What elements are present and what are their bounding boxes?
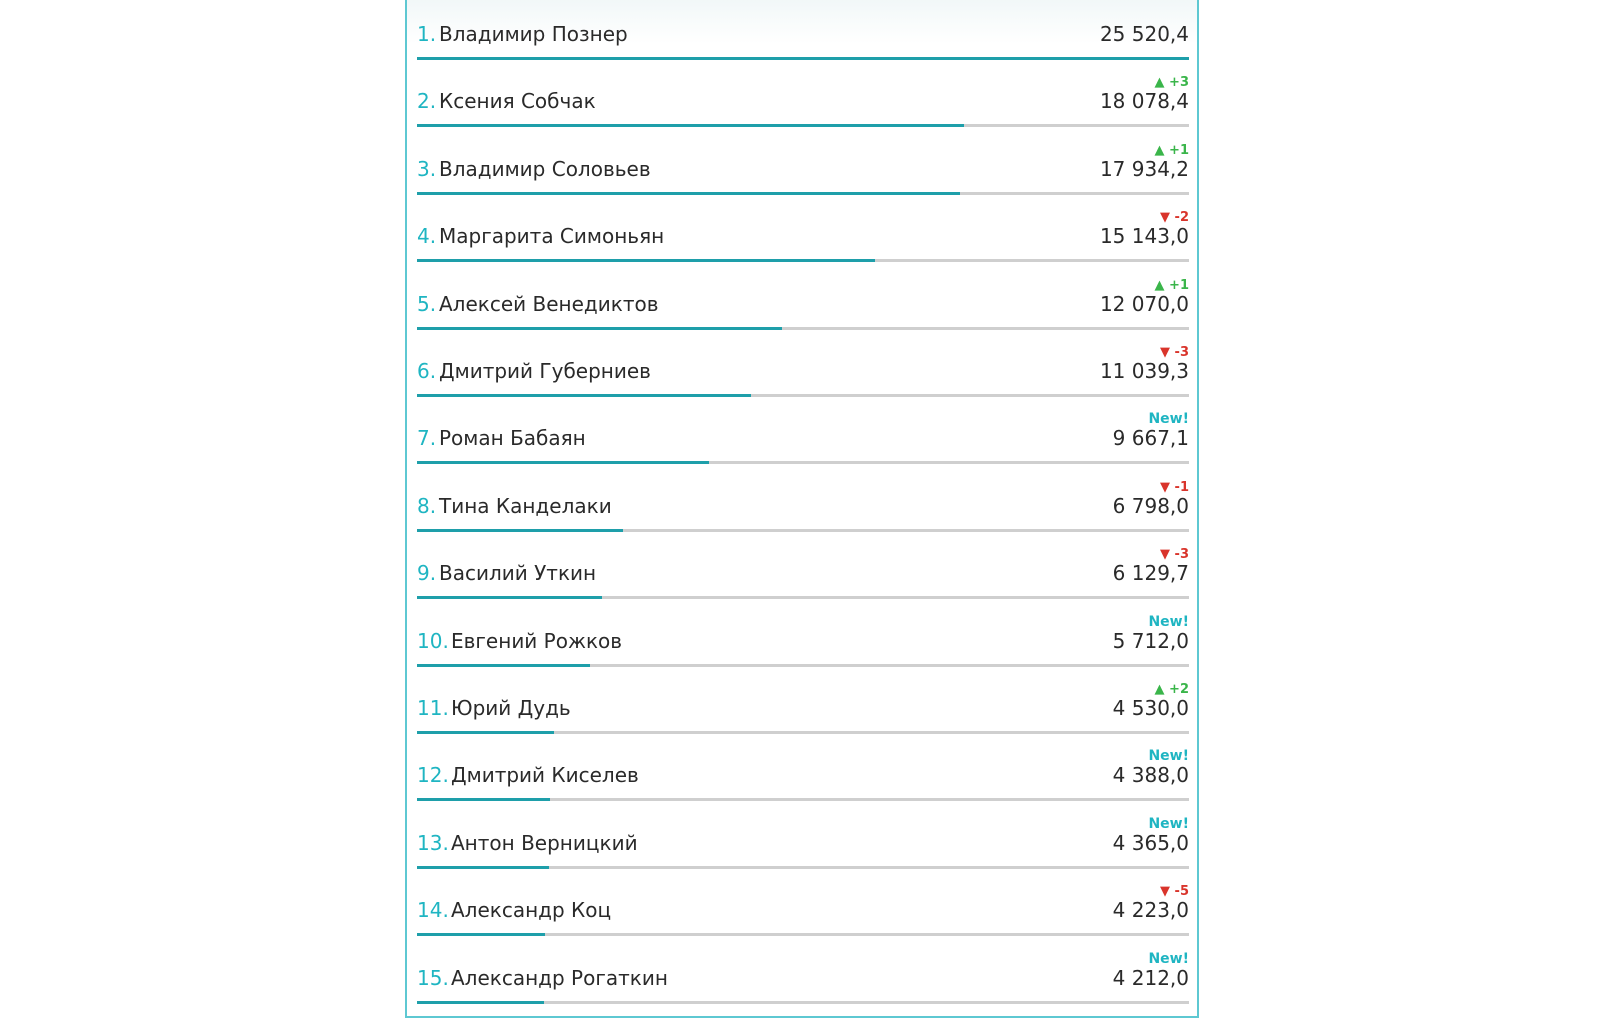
value-label: 4 365,0 xyxy=(1112,830,1189,855)
person-name: Александр Коц xyxy=(451,898,612,923)
value-label: 5 712,0 xyxy=(1112,628,1189,653)
value-label: 6 798,0 xyxy=(1112,493,1189,518)
value-label: 4 388,0 xyxy=(1112,763,1189,788)
rank-number: 12. xyxy=(417,763,449,788)
person-name: Владимир Соловьев xyxy=(439,156,651,181)
rank-number: 10. xyxy=(417,628,449,653)
rank-change-badge: ▼ -5 xyxy=(1160,884,1189,900)
ranking-row xyxy=(417,874,1189,943)
bar-track xyxy=(417,596,1189,599)
bar-fill xyxy=(417,529,623,532)
value-label: 6 129,7 xyxy=(1112,561,1189,586)
rank-change-badge: ▼ -3 xyxy=(1160,547,1189,563)
rank-number: 9. xyxy=(417,561,437,586)
bar-fill xyxy=(417,798,550,801)
rank-change-badge: ▼ -2 xyxy=(1160,210,1189,226)
rank-number: 1. xyxy=(417,22,437,46)
value-label: 15 143,0 xyxy=(1099,224,1189,249)
bar-fill xyxy=(417,664,590,667)
bar-fill xyxy=(417,1001,544,1004)
rank-number: 8. xyxy=(417,493,437,518)
bar-track xyxy=(417,124,1189,127)
bar-fill xyxy=(417,192,960,195)
bar-track xyxy=(417,192,1189,195)
ranking-row xyxy=(417,470,1189,539)
rank-change-badge: New! xyxy=(1148,613,1189,630)
bar-fill xyxy=(417,259,875,262)
person-name: Роман Бабаян xyxy=(439,426,586,451)
person-name: Юрий Дудь xyxy=(451,696,571,720)
bar-track xyxy=(417,394,1189,397)
rank-change-badge: ▲ +2 xyxy=(1154,682,1189,697)
value-label: 11 039,3 xyxy=(1099,359,1189,383)
rank-change-badge: New! xyxy=(1148,815,1189,832)
value-label: 17 934,2 xyxy=(1099,156,1189,181)
ranking-row xyxy=(417,335,1189,404)
ranking-panel xyxy=(405,0,1199,1018)
bar-fill xyxy=(417,866,549,869)
bar-track xyxy=(417,731,1189,734)
rank-number: 7. xyxy=(417,426,437,451)
person-name: Владимир Познер xyxy=(439,22,628,46)
ranking-row xyxy=(417,942,1189,1011)
bar-track xyxy=(417,798,1189,801)
bar-fill xyxy=(417,57,1189,60)
rank-number: 6. xyxy=(417,359,437,383)
person-name: Евгений Рожков xyxy=(451,628,623,653)
rank-change-badge: ▼ -3 xyxy=(1160,345,1189,360)
value-label: 4 223,0 xyxy=(1112,898,1189,923)
bar-track xyxy=(417,664,1189,667)
ranking-row xyxy=(417,605,1189,674)
ranking-row xyxy=(417,65,1189,134)
value-label: 18 078,4 xyxy=(1099,89,1189,114)
bar-track xyxy=(417,1001,1189,1004)
rank-number: 3. xyxy=(417,156,437,181)
person-name: Александр Рогаткин xyxy=(451,965,668,990)
bar-track xyxy=(417,866,1189,869)
rank-change-badge: New! xyxy=(1148,411,1189,428)
value-label: 9 667,1 xyxy=(1112,426,1189,451)
value-label: 12 070,0 xyxy=(1099,291,1189,316)
rank-change-badge: ▼ -1 xyxy=(1160,479,1189,495)
ranking-row xyxy=(417,537,1189,606)
bar-track xyxy=(417,259,1189,262)
person-name: Алексей Венедиктов xyxy=(439,291,659,316)
rank-change-badge: New! xyxy=(1148,748,1189,765)
ranking-row xyxy=(417,133,1189,202)
rank-change-badge: ▲ +3 xyxy=(1154,75,1189,91)
value-label: 4 212,0 xyxy=(1112,965,1189,990)
person-name: Дмитрий Губерниев xyxy=(439,359,651,383)
person-name: Василий Уткин xyxy=(439,561,597,586)
rank-change-badge: ▲ +1 xyxy=(1154,277,1189,293)
person-name: Маргарита Симоньян xyxy=(439,224,665,249)
rank-number: 4. xyxy=(417,224,437,249)
rank-number: 11. xyxy=(417,696,449,720)
bar-track xyxy=(417,461,1189,464)
rank-change-badge: New! xyxy=(1148,950,1189,967)
rank-number: 14. xyxy=(417,898,449,923)
ranking-row xyxy=(417,200,1189,269)
person-name: Антон Верницкий xyxy=(451,830,638,855)
ranking-row xyxy=(417,672,1189,741)
bar-fill xyxy=(417,461,709,464)
bar-fill xyxy=(417,327,782,330)
ranking-row xyxy=(417,739,1189,808)
bar-track xyxy=(417,529,1189,532)
rank-number: 13. xyxy=(417,830,449,855)
bar-track xyxy=(417,933,1189,936)
rank-number: 15. xyxy=(417,965,449,990)
rank-number: 2. xyxy=(417,89,437,114)
ranking-row xyxy=(417,0,1189,67)
ranking-row xyxy=(417,402,1189,471)
bar-fill xyxy=(417,394,751,397)
person-name: Дмитрий Киселев xyxy=(451,763,639,788)
rank-number: 5. xyxy=(417,291,437,316)
rank-change-badge: ▲ +1 xyxy=(1154,142,1189,158)
bar-fill xyxy=(417,731,554,734)
value-label: 4 530,0 xyxy=(1112,696,1189,720)
value-label: 25 520,4 xyxy=(1099,22,1189,46)
person-name: Ксения Собчак xyxy=(439,89,596,114)
bar-fill xyxy=(417,596,602,599)
person-name: Тина Канделаки xyxy=(439,493,612,518)
ranking-row xyxy=(417,807,1189,876)
bar-fill xyxy=(417,124,964,127)
bar-track xyxy=(417,327,1189,330)
bar-fill xyxy=(417,933,545,936)
bar-track xyxy=(417,57,1189,60)
ranking-row xyxy=(417,268,1189,337)
